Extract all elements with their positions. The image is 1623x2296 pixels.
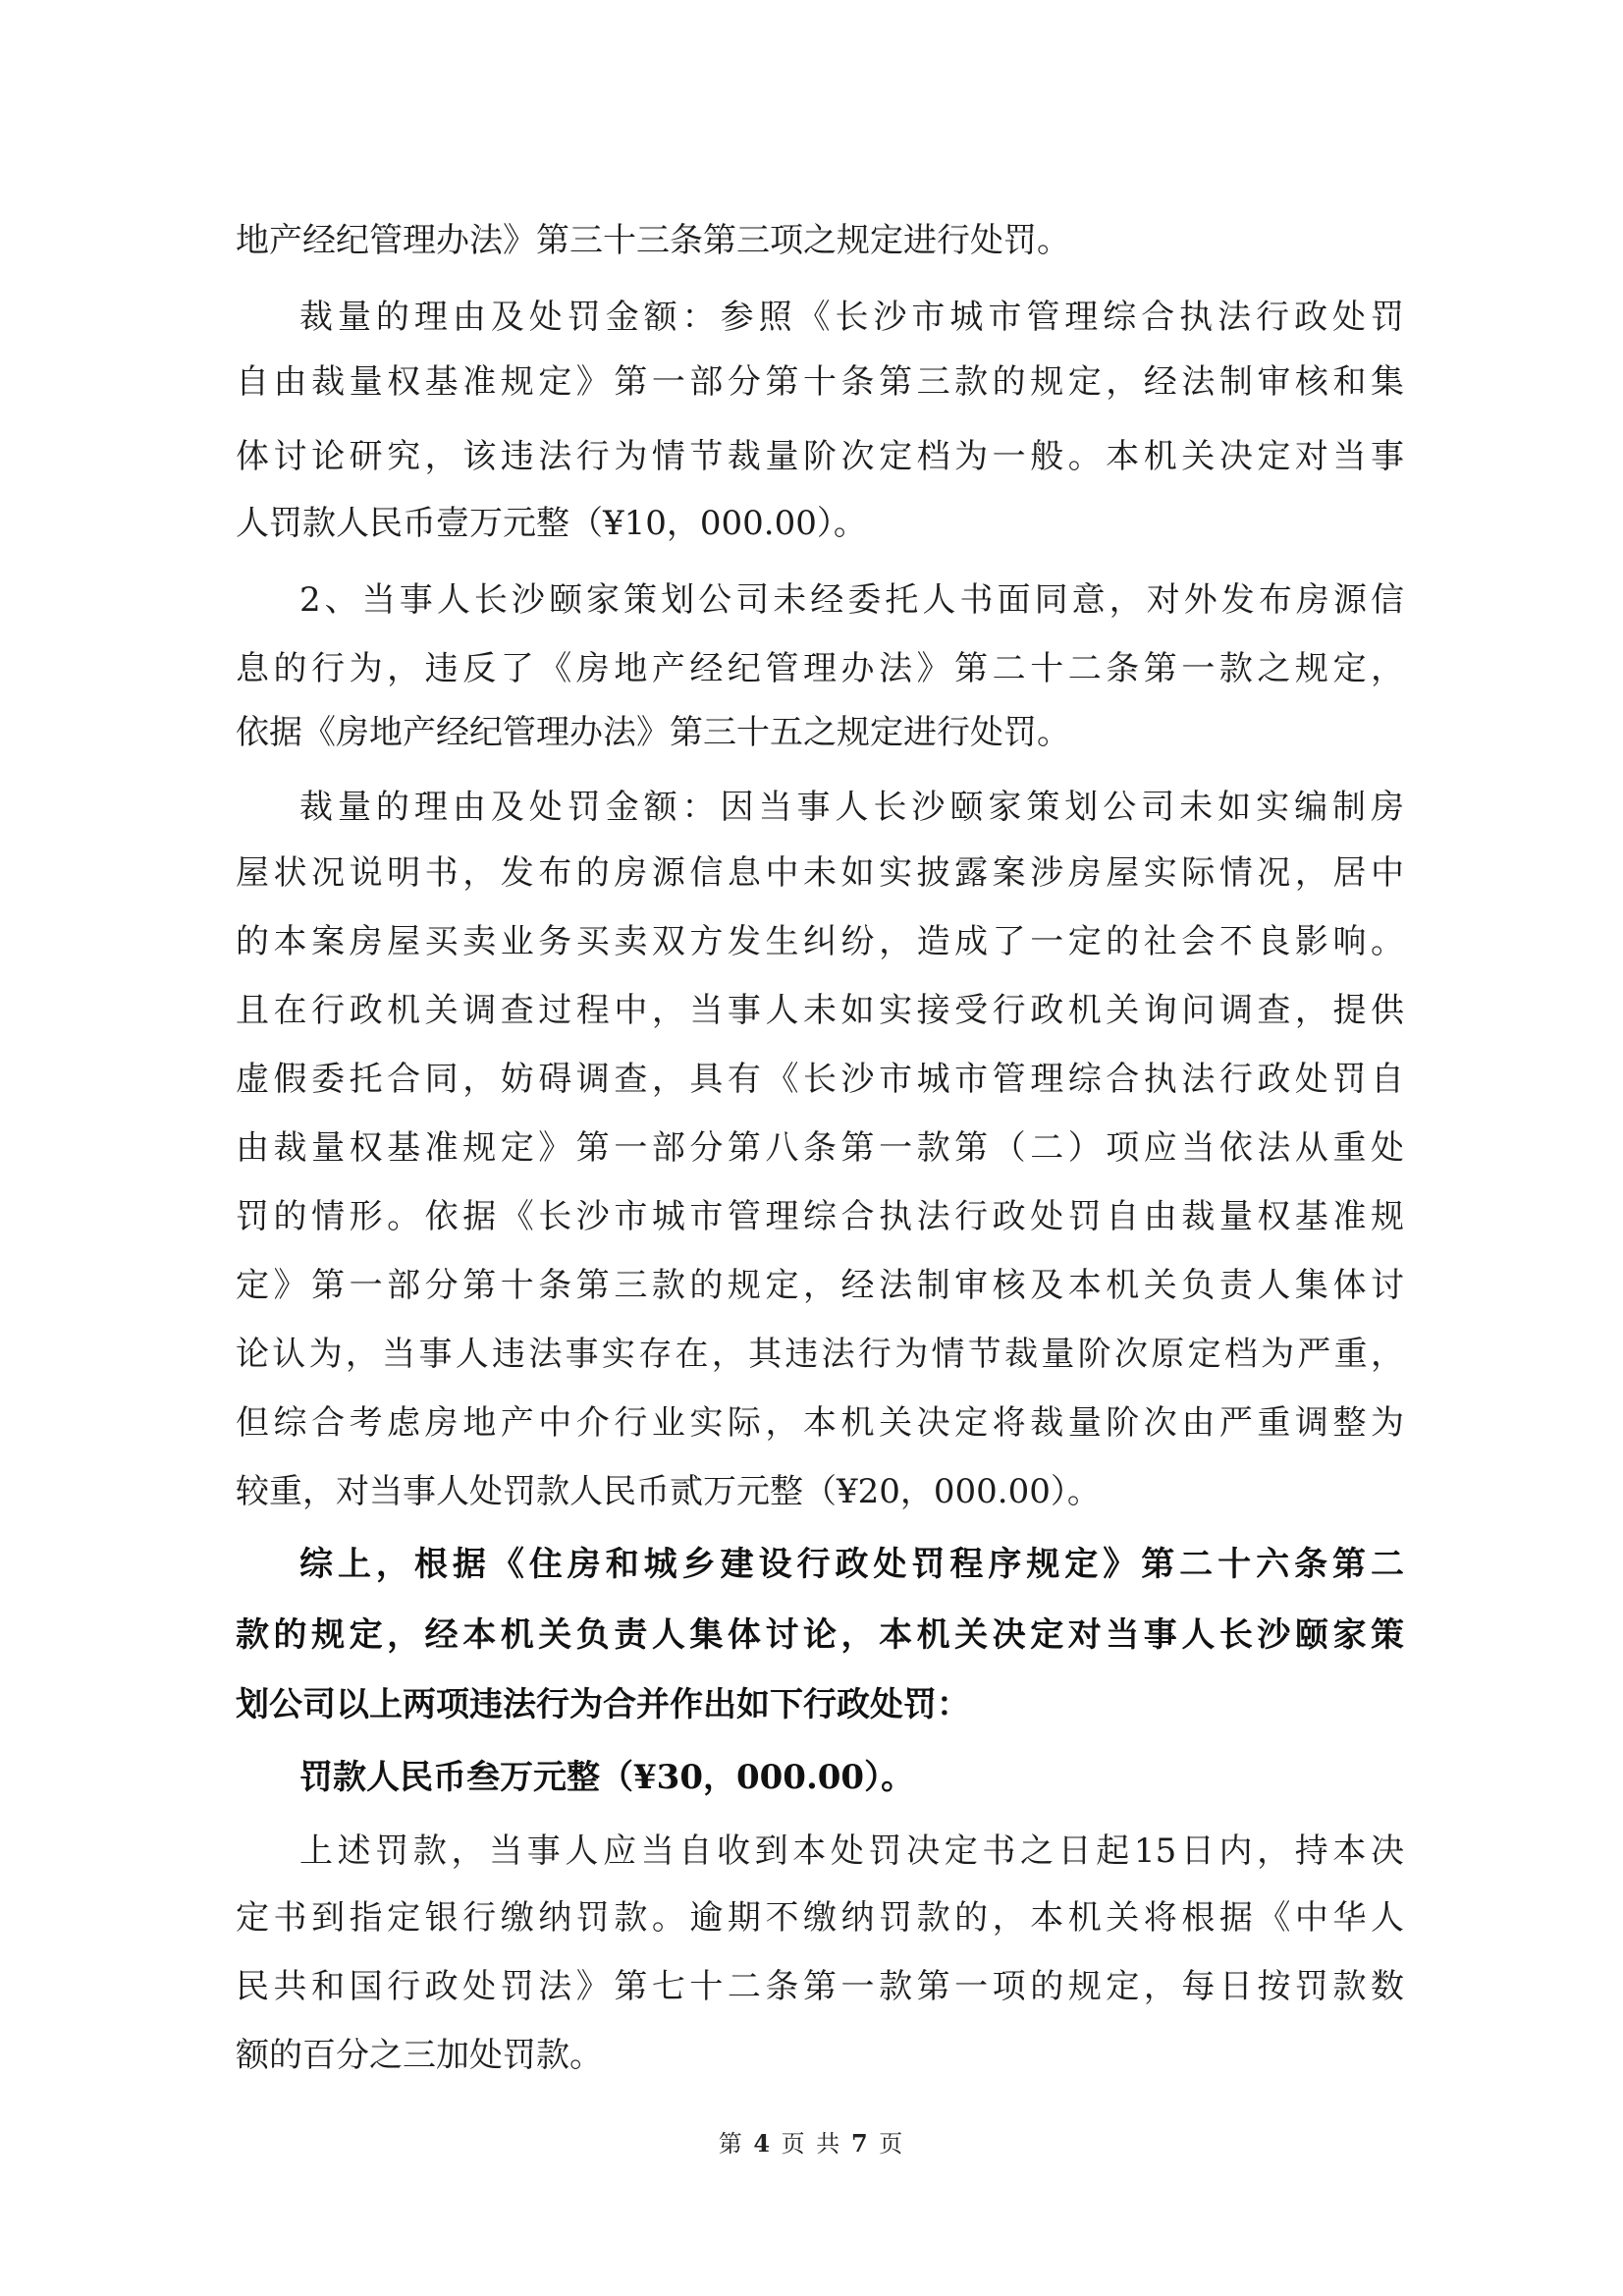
paragraph-line: 论认为，当事人违法事实存在，其违法行为情节裁量阶次原定档为严重， — [236, 1335, 1404, 1374]
page-footer — [0, 2124, 1623, 2159]
paragraph-line: 屋状况说明书，发布的房源信息中未如实披露案涉房屋实际情况，居中 — [236, 853, 1404, 893]
paragraph-line: 裁量的理由及处罚金额：因当事人长沙颐家策划公司未如实编制房 — [299, 788, 1404, 827]
paragraph-line: 且在行政机关调查过程中，当事人未如实接受行政机关询问调查，提供 — [236, 991, 1404, 1030]
conclusion-line: 综上，根据《住房和城乡建设行政处罚程序规定》第二十六条第二 — [299, 1545, 1404, 1584]
paragraph-line: 息的行为，违反了《房地产经纪管理办法》第二十二条第一款之规定， — [236, 649, 1404, 688]
penalty-amount-line: 罚款人民币叁万元整（¥30，000.00）。 — [299, 1758, 915, 1797]
total-pages: 7 — [850, 2129, 870, 2158]
paragraph-line: 依据《房地产经纪管理办法》第三十五之规定进行处罚。 — [236, 713, 1070, 752]
page-number: 4 — [753, 2129, 773, 2158]
paragraph-line: 但综合考虑房地产中介行业实际，本机关决定将裁量阶次由严重调整为 — [236, 1403, 1404, 1443]
paragraph-line: 虚假委托合同，妨碍调查，具有《长沙市城市管理综合执法行政处罚自 — [236, 1060, 1404, 1099]
footer-prefix: 第 — [718, 2130, 744, 2158]
conclusion-line: 款的规定，经本机关负责人集体讨论，本机关决定对当事人长沙颐家策 — [236, 1615, 1404, 1655]
paragraph-line: 人罚款人民币壹万元整（¥10，000.00）。 — [236, 504, 867, 543]
paragraph-line: 额的百分之三加处罚款。 — [236, 2036, 603, 2075]
paragraph-line: 地产经纪管理办法》第三十三条第三项之规定进行处罚。 — [236, 221, 1070, 260]
paragraph-line: 体讨论研究，该违法行为情节裁量阶次定档为一般。本机关决定对当事 — [236, 437, 1404, 476]
paragraph-line: 裁量的理由及处罚金额：参照《长沙市城市管理综合执法行政处罚 — [299, 298, 1404, 337]
paragraph-line: 定》第一部分第十条第三款的规定，经法制审核及本机关负责人集体讨 — [236, 1266, 1404, 1305]
footer-suffix: 页 — [879, 2130, 905, 2158]
paragraph-line: 较重，对当事人处罚款人民币贰万元整（¥20，000.00）。 — [236, 1472, 1101, 1511]
footer-middle: 页 共 — [781, 2130, 842, 2158]
paragraph-line: 由裁量权基准规定》第一部分第八条第一款第（二）项应当依法从重处 — [236, 1128, 1404, 1168]
paragraph-line: 民共和国行政处罚法》第七十二条第一款第一项的规定，每日按罚款数 — [236, 1967, 1404, 2006]
conclusion-line: 划公司以上两项违法行为合并作出如下行政处罚： — [236, 1685, 970, 1724]
paragraph-line: 2、当事人长沙颐家策划公司未经委托人书面同意，对外发布房源信 — [299, 580, 1404, 620]
paragraph-line: 自由裁量权基准规定》第一部分第十条第三款的规定，经法制审核和集 — [236, 362, 1404, 402]
paragraph-line: 上述罚款，当事人应当自收到本处罚决定书之日起15日内，持本决 — [299, 1831, 1404, 1871]
paragraph-line: 定书到指定银行缴纳罚款。逾期不缴纳罚款的，本机关将根据《中华人 — [236, 1898, 1404, 1938]
paragraph-line: 的本案房屋买卖业务买卖双方发生纠纷，造成了一定的社会不良影响。 — [236, 922, 1404, 961]
paragraph-line: 罚的情形。依据《长沙市城市管理综合执法行政处罚自由裁量权基准规 — [236, 1197, 1404, 1236]
